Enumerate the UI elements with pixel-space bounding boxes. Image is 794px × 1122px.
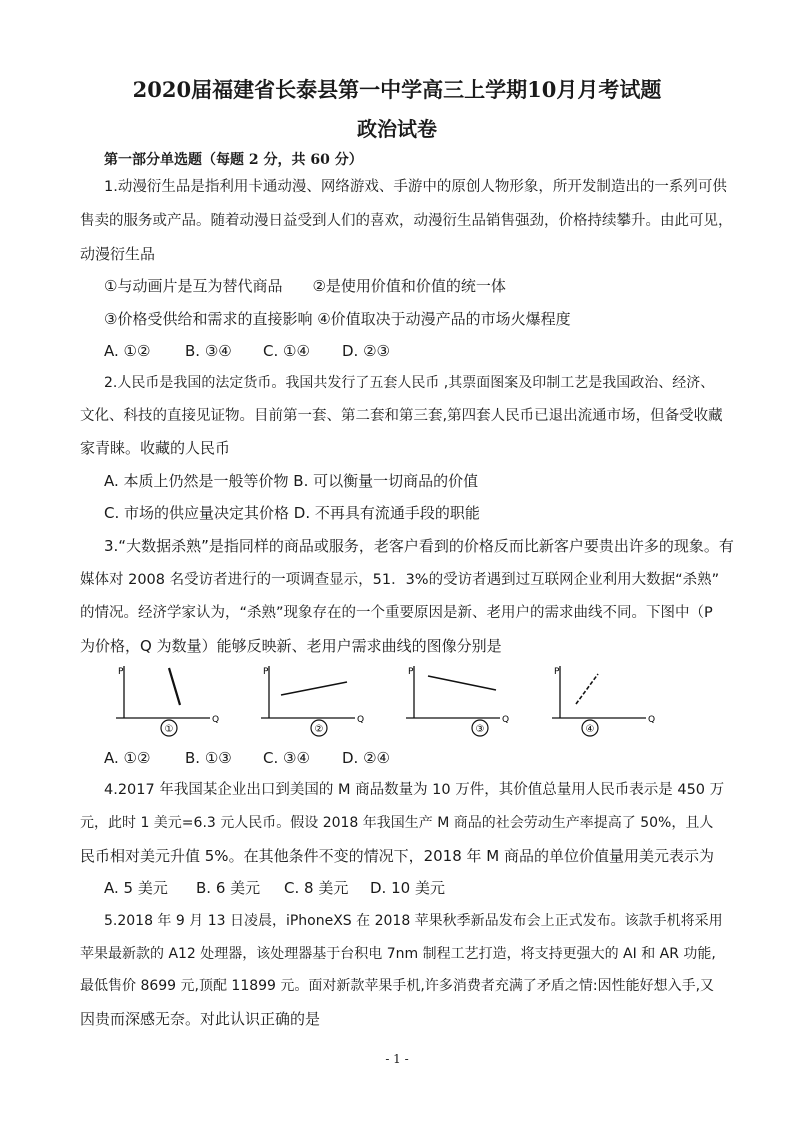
q2-options-cd: C. 市场的供应量决定其价格 D. 不再具有流通手段的职能	[104, 504, 480, 522]
q2-options-ab: A. 本质上仍然是一般等价物 B. 可以衡量一切商品的价值	[104, 472, 479, 490]
graph-2-x-axis-label: Q	[357, 715, 365, 725]
graph-1-label: ①	[164, 724, 174, 735]
q3-option-b: B. ①③	[185, 749, 232, 767]
q1-option-b: B. ③④	[185, 342, 232, 360]
q4-stem-line-2: 元，此时 1 美元=6.3 元人民币。假设 2018 年我国生产 M 商品的社会劳动生产率提高了 50%，且人	[80, 815, 714, 831]
q5-stem-line-2: 苹果最新款的 A12 处理器，该处理器基于台积电 7nm 制程工艺打造，将支持更强大的 AI 和 AR 功能,	[80, 946, 716, 962]
q5-stem-line-4: 因贵而深感无奈。对此认识正确的是	[80, 1010, 321, 1028]
q5-stem-line-1: 5.2018 年 9 月 13 日凌晨，iPhoneXS 在 2018 苹果秋季新品发布会上正式发布。该款手机将采用	[104, 913, 723, 929]
q4-option-a: A. 5 美元	[104, 879, 168, 897]
q1-stem-line-2: 售卖的服务或产品。随着动漫日益受到人们的喜欢，动漫衍生品销售强劲，价格持续攀升。由此可见，	[80, 213, 733, 229]
q4-option-d: D. 10 美元	[370, 879, 445, 897]
page-number: - 1 -	[385, 1052, 409, 1066]
graph-3-demand-curve	[428, 676, 496, 690]
q1-statements-1: ①与动画片是互为替代商品 ②是使用价值和价值的统一体	[104, 277, 506, 295]
q3-stem-line-4: 为价格，Q 为数量）能够反映新、老用户需求曲线的图像分别是	[80, 637, 502, 655]
q2-stem-line-3: 家青睐。收藏的人民币	[80, 439, 231, 457]
graph-2-y-axis-label: P	[263, 667, 269, 677]
graph-4-x-axis-label: Q	[648, 715, 656, 725]
q4-option-b: B. 6 美元	[196, 879, 261, 897]
q1-option-a: A. ①②	[104, 342, 151, 360]
q1-option-d: D. ②③	[342, 342, 390, 360]
graph-2-label: ②	[314, 724, 324, 735]
graph-4-y-axis-label: P	[554, 667, 560, 677]
section-heading: 第一部分单选题（每题 2 分，共 60 分）	[104, 152, 363, 168]
graph-3-x-axis-label: Q	[502, 715, 510, 725]
q3-stem-line-3: 的情况。经济学家认为，“杀熟”现象存在的一个重要原因是新、老用户的需求曲线不同。下图中（P	[80, 605, 713, 621]
q3-option-c: C. ③④	[263, 749, 310, 767]
graph-3-label: ③	[475, 724, 485, 735]
demand-graph-1	[112, 660, 227, 740]
q1-stem-line-3: 动漫衍生品	[80, 245, 156, 263]
q2-stem-line-1: 2.人民币是我国的法定货币。我国共发行了五套人民币 ,其票面图案及印制工艺是我国政治、经济、	[104, 375, 715, 391]
exam-title: 2020届福建省长泰县第一中学高三上学期10月月考试题	[132, 77, 662, 102]
q4-option-c: C. 8 美元	[284, 879, 349, 897]
graph-1-demand-curve	[169, 668, 180, 705]
q3-stem-line-2: 媒体对 2008 名受访者进行的一项调查显示，51．3%的受访者遇到过互联网企业利用大数据“杀熟”	[80, 572, 720, 588]
graph-1-x-axis-label: Q	[212, 715, 220, 725]
q1-stem-line-1: 1.动漫衍生品是指利用卡通动漫、网络游戏、手游中的原创人物形象，所开发制造出的一系列可供	[104, 179, 727, 195]
graph-4-label: ④	[585, 724, 595, 735]
q4-stem-line-3: 民币相对美元升值 5%。在其他条件不变的情况下，2018 年 M 商品的单位价值量用美元表示为	[80, 847, 714, 865]
graph-1-y-axis-label: P	[118, 667, 124, 677]
q5-stem-line-3: 最低售价 8699 元,顶配 11899 元。面对新款苹果手机,许多消费者充满了矛盾之情:因性能好想入手,又	[80, 978, 715, 994]
q4-stem-line-1: 4.2017 年我国某企业出口到美国的 M 商品数量为 10 万件，其价值总量用人民币表示是 450 万	[104, 782, 725, 798]
q3-stem-line-1: 3.“大数据杀熟”是指同样的商品或服务，老客户看到的价格反而比新客户要贵出许多的现象。有	[104, 537, 734, 555]
demand-graph-2	[257, 660, 372, 740]
graph-4-demand-curve	[576, 674, 598, 704]
demand-graph-3	[402, 660, 517, 740]
q3-option-d: D. ②④	[342, 749, 390, 767]
demand-graph-4	[548, 660, 663, 740]
q1-statements-2: ③价格受供给和需求的直接影响 ④价值取决于动漫产品的市场火爆程度	[104, 310, 571, 328]
exam-subtitle: 政治试卷	[357, 117, 437, 141]
graph-2-demand-curve	[281, 682, 347, 695]
q1-option-c: C. ①④	[263, 342, 310, 360]
q3-option-a: A. ①②	[104, 749, 151, 767]
q2-stem-line-2: 文化、科技的直接见证物。目前第一套、第二套和第三套,第四套人民币已退出流通市场，但备受收藏	[80, 408, 723, 424]
graph-3-y-axis-label: P	[408, 667, 414, 677]
